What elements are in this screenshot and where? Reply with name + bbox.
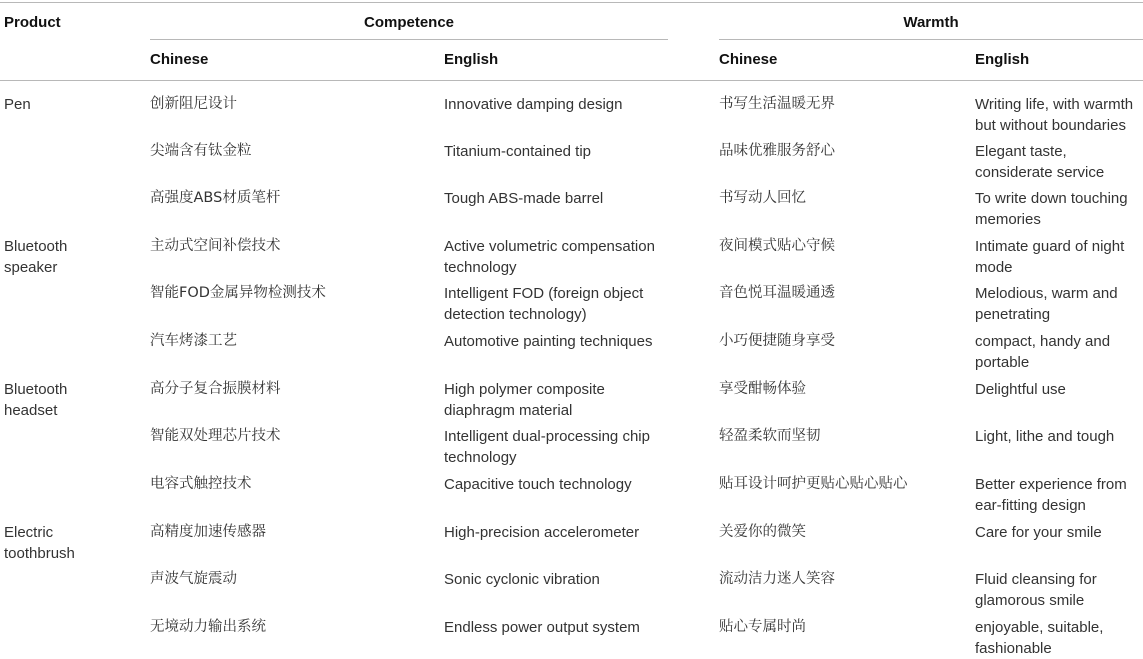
competence-english-cell: Active volumetric compensation technology [444, 238, 655, 276]
competence-english-cell: High polymer composite diaphragm material [444, 381, 605, 419]
competence-chinese-cell: 高分子复合振膜材料 [150, 381, 281, 397]
warmth-chinese-cell: 关爱你的微笑 [719, 524, 806, 540]
competence-chinese-cell: 智能双处理芯片技术 [150, 428, 281, 444]
competence-chinese-cell: 无境动力输出系统 [150, 619, 266, 635]
warmth-english-cell: Fluid cleansing for glamorous smile [975, 571, 1097, 609]
header-warmth: Warmth [903, 14, 959, 31]
warmth-english-cell: Better experience from ear-fitting design [975, 476, 1127, 514]
product-cell: Electric toothbrush [4, 524, 75, 562]
warmth-chinese-cell: 音色悦耳温暖通透 [719, 285, 835, 301]
warmth-chinese-cell: 夜间模式贴心守候 [719, 238, 835, 254]
warmth-english-cell: compact, handy and portable [975, 333, 1111, 371]
warmth-chinese-cell: 流动洁力迷人笑容 [719, 571, 835, 587]
warmth-chinese-cell: 小巧便捷随身享受 [719, 333, 835, 349]
competence-chinese-cell: 声波气旋震动 [150, 571, 237, 587]
warmth-english-cell: Light, lithe and tough [975, 428, 1115, 445]
warmth-english-cell: Intimate guard of night mode [975, 238, 1125, 276]
competence-english-cell: Innovative damping design [444, 96, 623, 113]
warmth-chinese-cell: 书写生活温暖无界 [719, 96, 835, 112]
competence-chinese-cell: 尖端含有钛金粒 [150, 143, 252, 159]
warmth-rule [719, 39, 1143, 40]
warmth-english-cell: Care for your smile [975, 524, 1102, 541]
warmth-english-cell: enjoyable, suitable, fashionable [975, 619, 1104, 657]
competence-english-cell: Automotive painting techniques [444, 333, 653, 350]
competence-english-cell: Endless power output system [444, 619, 640, 636]
competence-chinese-cell: 创新阻尼设计 [150, 96, 237, 112]
warmth-english-cell: Melodious, warm and penetrating [975, 285, 1118, 323]
warmth-chinese-cell: 享受酣畅体验 [719, 381, 806, 397]
competence-english-cell: Capacitive touch technology [444, 476, 632, 493]
competence-chinese-cell: 高强度ABS材质笔杆 [150, 190, 281, 206]
competence-chinese-cell: 智能FOD金属异物检测技术 [150, 285, 326, 301]
product-cell: Bluetooth speaker [4, 238, 68, 276]
warmth-chinese-cell: 轻盈柔软而坚韧 [719, 428, 821, 444]
warmth-english-cell: Delightful use [975, 381, 1066, 398]
competence-english-cell: Tough ABS-made barrel [444, 190, 604, 207]
product-cell: Bluetooth headset [4, 381, 68, 419]
competence-rule [150, 39, 668, 40]
competence-english-cell: High-precision accelerometer [444, 524, 640, 541]
header-product: Product [4, 14, 61, 31]
competence-chinese-cell: 高精度加速传感器 [150, 524, 266, 540]
warmth-english-cell: To write down touching memories [975, 190, 1128, 228]
competence-english-cell: Titanium-contained tip [444, 143, 592, 160]
competence-english-cell: Intelligent dual-processing chip technology [444, 428, 650, 466]
header-bottom-rule [0, 80, 1143, 81]
warmth-chinese-cell: 书写动人回忆 [719, 190, 806, 206]
header-competence-english: English [444, 51, 499, 68]
product-cell: Pen [4, 96, 31, 113]
competence-chinese-cell: 电容式触控技术 [150, 476, 252, 492]
header-warmth-english: English [975, 51, 1030, 68]
competence-english-cell: Intelligent FOD (foreign object detection technology) [444, 285, 644, 323]
competence-english-cell: Sonic cyclonic vibration [444, 571, 600, 588]
warmth-english-cell: Elegant taste, considerate service [975, 143, 1105, 181]
warmth-chinese-cell: 品味优雅服务舒心 [719, 143, 835, 159]
competence-chinese-cell: 汽车烤漆工艺 [150, 333, 237, 349]
header-warmth-chinese: Chinese [719, 51, 778, 68]
competence-chinese-cell: 主动式空间补偿技术 [150, 238, 281, 254]
top-rule [0, 2, 1143, 3]
warmth-chinese-cell: 贴耳设计呵护更贴心贴心贴心 [719, 476, 908, 492]
warmth-english-cell: Writing life, with warmth but without boundaries [975, 96, 1134, 134]
warmth-chinese-cell: 贴心专属时尚 [719, 619, 806, 635]
header-competence-chinese: Chinese [150, 51, 209, 68]
header-competence: Competence [363, 14, 455, 31]
